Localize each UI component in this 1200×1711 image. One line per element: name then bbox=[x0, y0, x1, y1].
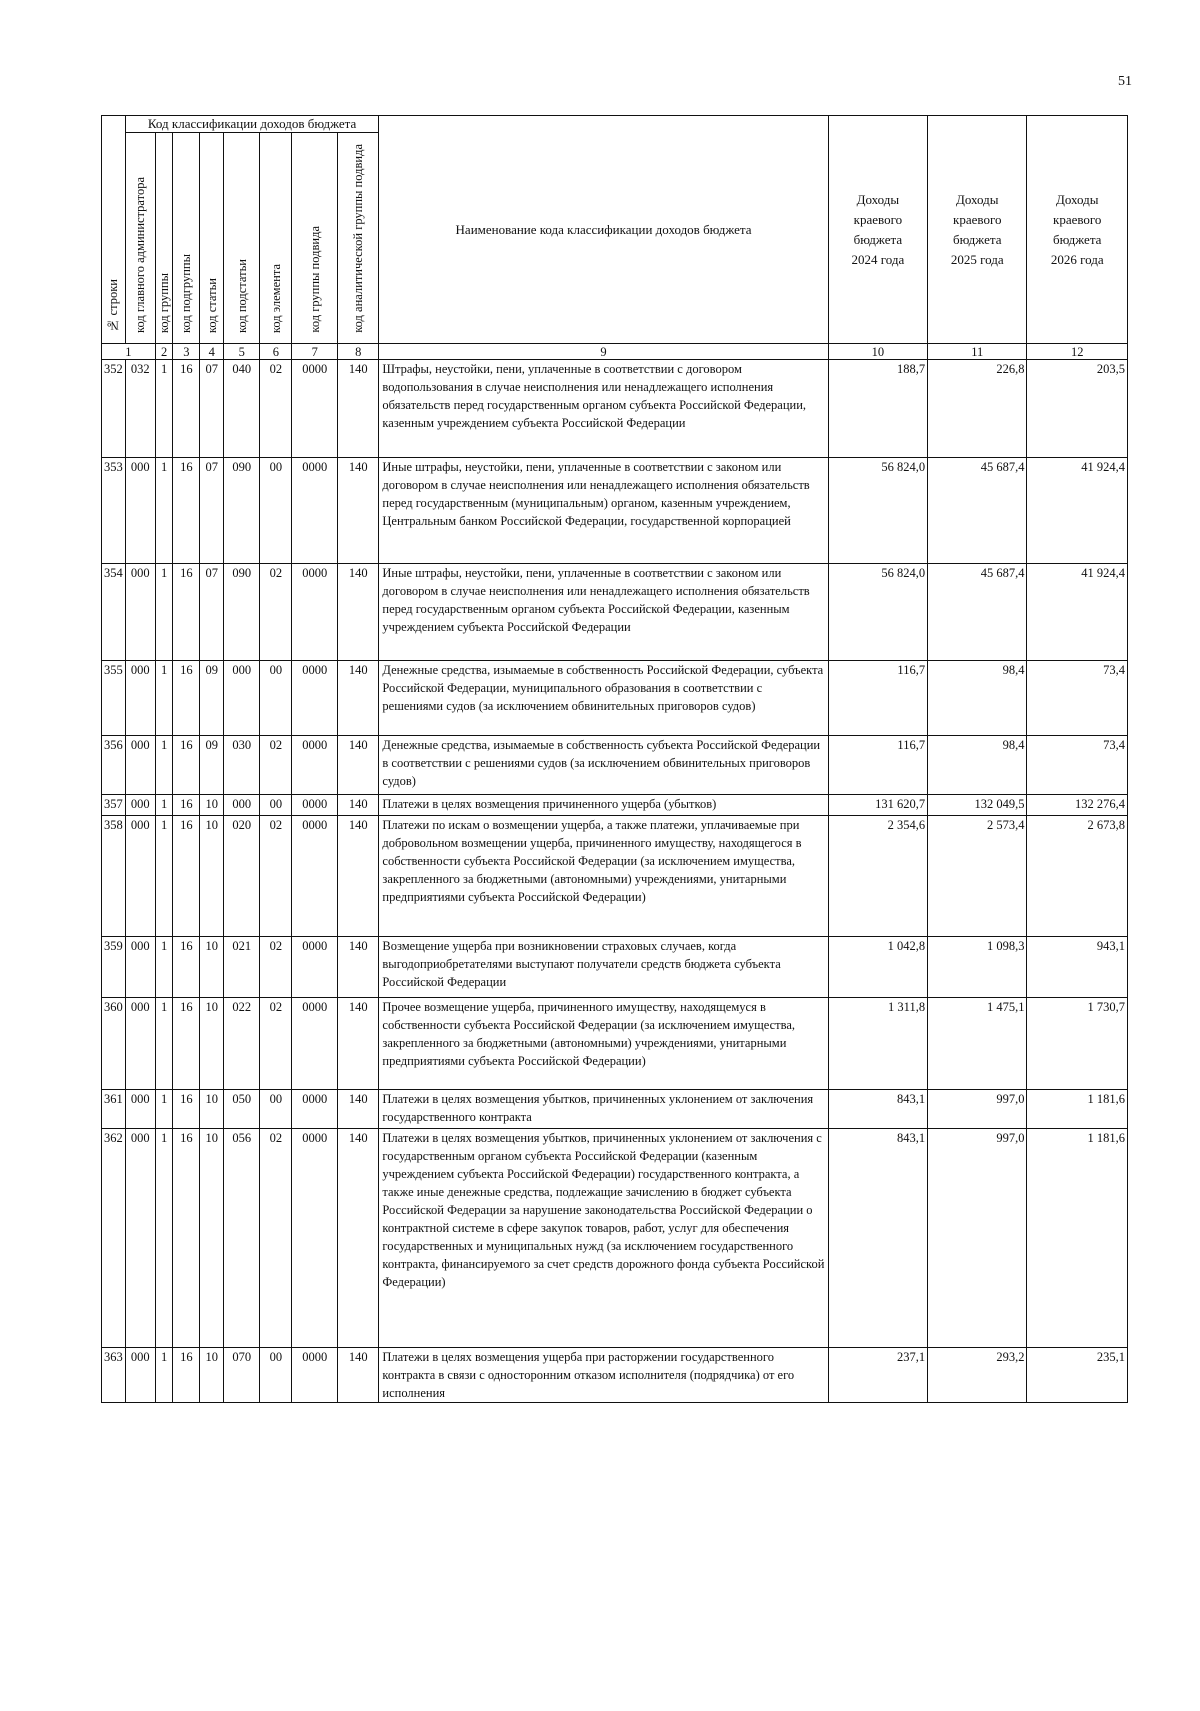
admin-code: 000 bbox=[125, 564, 155, 661]
article-code: 10 bbox=[200, 1348, 224, 1403]
header-subarticle-code: код подстатьи bbox=[224, 133, 260, 344]
income-2024: 843,1 bbox=[828, 1090, 927, 1129]
income-2025: 997,0 bbox=[928, 1129, 1027, 1348]
admin-code: 000 bbox=[125, 1090, 155, 1129]
admin-code: 000 bbox=[125, 736, 155, 795]
article-code: 07 bbox=[200, 360, 224, 458]
subtype-group-code: 0000 bbox=[292, 360, 338, 458]
column-number: 10 bbox=[828, 344, 927, 360]
analytic-group-code: 140 bbox=[337, 1129, 378, 1348]
subarticle-code: 000 bbox=[224, 795, 260, 816]
group-code: 1 bbox=[155, 1129, 173, 1348]
subgroup-code: 16 bbox=[173, 564, 200, 661]
column-number: 5 bbox=[224, 344, 260, 360]
income-2024: 56 824,0 bbox=[828, 458, 927, 564]
income-name: Платежи по искам о возмещении ущерба, а также платежи, уплачиваемые при добровольном возмещении ущерба, причиненного имуществу, находящегося в собственности субъекта Российской Федерации (за исключением имущества, закрепленного за бюджетными (автономными) учреждениями, унитарными предприятиями субъекта Российской Федерации) bbox=[379, 816, 828, 937]
row-number: 358 bbox=[102, 816, 126, 937]
income-2025: 997,0 bbox=[928, 1090, 1027, 1129]
subarticle-code: 040 bbox=[224, 360, 260, 458]
group-code: 1 bbox=[155, 795, 173, 816]
element-code: 00 bbox=[260, 1348, 292, 1403]
table-row bbox=[102, 795, 1128, 816]
element-code: 02 bbox=[260, 998, 292, 1090]
income-name: Иные штрафы, неустойки, пени, уплаченные в соответствии с законом или договором в случае неисполнения или ненадлежащего исполнения обязательств перед государственным органом субъекта Российской Федерации, казенным учреждением субъекта Российской Федерации bbox=[379, 564, 828, 661]
row-number: 361 bbox=[102, 1090, 126, 1129]
subtype-group-code: 0000 bbox=[292, 1348, 338, 1403]
row-number: 355 bbox=[102, 661, 126, 736]
income-name: Возмещение ущерба при возникновении страховых случаев, когда выгодоприобретателями выступают получатели средств бюджета субъекта Российской Федерации bbox=[379, 937, 828, 998]
income-2024: 116,7 bbox=[828, 661, 927, 736]
column-number: 8 bbox=[337, 344, 378, 360]
element-code: 02 bbox=[260, 564, 292, 661]
income-2024: 188,7 bbox=[828, 360, 927, 458]
element-code: 00 bbox=[260, 661, 292, 736]
table-row bbox=[102, 360, 1128, 458]
income-name: Прочее возмещение ущерба, причиненного имуществу, находящемуся в собственности субъекта Российской Федерации (за исключением имущества, закрепленного за бюджетными (автономными) учреждениями, унитарными предприятиями субъекта Российской Федерации) bbox=[379, 998, 828, 1090]
element-code: 00 bbox=[260, 795, 292, 816]
article-code: 10 bbox=[200, 998, 224, 1090]
header-analytic-group-code: код аналитической группы подвида bbox=[337, 133, 378, 344]
table-row bbox=[102, 998, 1128, 1090]
income-2025: 98,4 bbox=[928, 736, 1027, 795]
income-2026: 41 924,4 bbox=[1027, 458, 1128, 564]
income-name: Платежи в целях возмещения убытков, причиненных уклонением от заключения с государственным органом субъекта Российской Федерации (казенным учреждением субъекта Российской Федерации) государственного контракта, а также иные денежные средства, подлежащие зачислению в бюджет субъекта Российской Федерации за нарушение законодательства Российской Федерации о контрактной системе в сфере закупок товаров, работ, услуг для обеспечения государственных и муниципальных нужд (за исключением государственного контракта, финансируемого за счет средств дорожного фонда субъекта Российской Федерации) bbox=[379, 1129, 828, 1348]
table-row bbox=[102, 458, 1128, 564]
table-row bbox=[102, 564, 1128, 661]
row-number: 353 bbox=[102, 458, 126, 564]
column-number: 2 bbox=[155, 344, 173, 360]
group-code: 1 bbox=[155, 736, 173, 795]
subgroup-code: 16 bbox=[173, 1090, 200, 1129]
header-row-no: № строки bbox=[102, 116, 126, 344]
subtype-group-code: 0000 bbox=[292, 736, 338, 795]
income-2024: 2 354,6 bbox=[828, 816, 927, 937]
income-2025: 293,2 bbox=[928, 1348, 1027, 1403]
subtype-group-code: 0000 bbox=[292, 1129, 338, 1348]
article-code: 10 bbox=[200, 937, 224, 998]
subarticle-code: 070 bbox=[224, 1348, 260, 1403]
column-number: 12 bbox=[1027, 344, 1128, 360]
row-number: 354 bbox=[102, 564, 126, 661]
subarticle-code: 000 bbox=[224, 661, 260, 736]
element-code: 02 bbox=[260, 937, 292, 998]
income-2026: 2 673,8 bbox=[1027, 816, 1128, 937]
subarticle-code: 090 bbox=[224, 458, 260, 564]
subgroup-code: 16 bbox=[173, 458, 200, 564]
table-row bbox=[102, 1348, 1128, 1403]
analytic-group-code: 140 bbox=[337, 1348, 378, 1403]
subarticle-code: 050 bbox=[224, 1090, 260, 1129]
header-group-code: код группы bbox=[155, 133, 173, 344]
analytic-group-code: 140 bbox=[337, 360, 378, 458]
analytic-group-code: 140 bbox=[337, 736, 378, 795]
analytic-group-code: 140 bbox=[337, 998, 378, 1090]
subtype-group-code: 0000 bbox=[292, 564, 338, 661]
income-2025: 45 687,4 bbox=[928, 458, 1027, 564]
income-2026: 235,1 bbox=[1027, 1348, 1128, 1403]
income-name: Иные штрафы, неустойки, пени, уплаченные в соответствии с законом или договором в случае неисполнения или ненадлежащего исполнения обязательств перед государственным (муниципальным) органом, казенным учреждением, Центральным банком Российской Федерации, государственной корпорацией bbox=[379, 458, 828, 564]
row-number: 362 bbox=[102, 1129, 126, 1348]
income-2025: 226,8 bbox=[928, 360, 1027, 458]
row-number: 359 bbox=[102, 937, 126, 998]
admin-code: 000 bbox=[125, 1129, 155, 1348]
column-number: 3 bbox=[173, 344, 200, 360]
row-number: 352 bbox=[102, 360, 126, 458]
analytic-group-code: 140 bbox=[337, 661, 378, 736]
income-2024: 1 311,8 bbox=[828, 998, 927, 1090]
subgroup-code: 16 bbox=[173, 661, 200, 736]
subgroup-code: 16 bbox=[173, 1348, 200, 1403]
column-number: 9 bbox=[379, 344, 828, 360]
income-name: Платежи в целях возмещения причиненного ущерба (убытков) bbox=[379, 795, 828, 816]
column-number: 7 bbox=[292, 344, 338, 360]
subarticle-code: 021 bbox=[224, 937, 260, 998]
subgroup-code: 16 bbox=[173, 360, 200, 458]
column-number: 1 bbox=[102, 344, 156, 360]
analytic-group-code: 140 bbox=[337, 937, 378, 998]
column-number: 11 bbox=[928, 344, 1027, 360]
subtype-group-code: 0000 bbox=[292, 816, 338, 937]
table-row bbox=[102, 1129, 1128, 1348]
income-name: Штрафы, неустойки, пени, уплаченные в соответствии с договором водопользования в случае неисполнения или ненадлежащего исполнения обязательств перед государственным органом субъекта Российской Федерации, казенным учреждением субъекта Российской Федерации bbox=[379, 360, 828, 458]
admin-code: 000 bbox=[125, 937, 155, 998]
subarticle-code: 030 bbox=[224, 736, 260, 795]
column-number: 4 bbox=[200, 344, 224, 360]
header-income-2025: Доходы краевого бюджета 2025 года bbox=[928, 116, 1027, 344]
income-2024: 1 042,8 bbox=[828, 937, 927, 998]
admin-code: 000 bbox=[125, 661, 155, 736]
income-name: Платежи в целях возмещения ущерба при расторжении государственного контракта в связи с односторонним отказом исполнителя (подрядчика) от его исполнения bbox=[379, 1348, 828, 1403]
income-name: Денежные средства, изымаемые в собственность Российской Федерации, субъекта Российской Федерации, муниципального образования в соответствии с решениями судов (за исключением обвинительных приговоров судов) bbox=[379, 661, 828, 736]
admin-code: 000 bbox=[125, 795, 155, 816]
element-code: 02 bbox=[260, 736, 292, 795]
article-code: 09 bbox=[200, 736, 224, 795]
element-code: 00 bbox=[260, 1090, 292, 1129]
header-element-code: код элемента bbox=[260, 133, 292, 344]
income-2025: 98,4 bbox=[928, 661, 1027, 736]
header-group-row bbox=[102, 116, 1128, 133]
row-number: 356 bbox=[102, 736, 126, 795]
article-code: 10 bbox=[200, 816, 224, 937]
income-2025: 1 098,3 bbox=[928, 937, 1027, 998]
table-row bbox=[102, 1090, 1128, 1129]
subarticle-code: 022 bbox=[224, 998, 260, 1090]
income-name: Денежные средства, изымаемые в собственность субъекта Российской Федерации в соответствии с решениями судов (за исключением обвинительных приговоров судов) bbox=[379, 736, 828, 795]
analytic-group-code: 140 bbox=[337, 564, 378, 661]
income-name: Платежи в целях возмещения убытков, причиненных уклонением от заключения государственного контракта bbox=[379, 1090, 828, 1129]
header-classification-group: Код классификации доходов бюджета bbox=[125, 116, 379, 133]
income-2026: 132 276,4 bbox=[1027, 795, 1128, 816]
header-income-2026: Доходы краевого бюджета 2026 года bbox=[1027, 116, 1128, 344]
table-row bbox=[102, 661, 1128, 736]
group-code: 1 bbox=[155, 564, 173, 661]
analytic-group-code: 140 bbox=[337, 795, 378, 816]
header-income-2024: Доходы краевого бюджета 2024 года bbox=[828, 116, 927, 344]
subtype-group-code: 0000 bbox=[292, 1090, 338, 1129]
income-2024: 843,1 bbox=[828, 1129, 927, 1348]
analytic-group-code: 140 bbox=[337, 1090, 378, 1129]
subarticle-code: 090 bbox=[224, 564, 260, 661]
subgroup-code: 16 bbox=[173, 736, 200, 795]
article-code: 09 bbox=[200, 661, 224, 736]
income-2024: 131 620,7 bbox=[828, 795, 927, 816]
admin-code: 000 bbox=[125, 998, 155, 1090]
subtype-group-code: 0000 bbox=[292, 937, 338, 998]
income-2026: 943,1 bbox=[1027, 937, 1128, 998]
subarticle-code: 020 bbox=[224, 816, 260, 937]
group-code: 1 bbox=[155, 937, 173, 998]
row-number: 363 bbox=[102, 1348, 126, 1403]
page-number: 51 bbox=[1118, 74, 1132, 89]
column-number: 6 bbox=[260, 344, 292, 360]
group-code: 1 bbox=[155, 360, 173, 458]
group-code: 1 bbox=[155, 998, 173, 1090]
group-code: 1 bbox=[155, 1348, 173, 1403]
income-2026: 73,4 bbox=[1027, 736, 1128, 795]
admin-code: 032 bbox=[125, 360, 155, 458]
subtype-group-code: 0000 bbox=[292, 661, 338, 736]
article-code: 07 bbox=[200, 458, 224, 564]
income-2024: 56 824,0 bbox=[828, 564, 927, 661]
income-2025: 45 687,4 bbox=[928, 564, 1027, 661]
element-code: 00 bbox=[260, 458, 292, 564]
admin-code: 000 bbox=[125, 458, 155, 564]
admin-code: 000 bbox=[125, 816, 155, 937]
table-row bbox=[102, 736, 1128, 795]
group-code: 1 bbox=[155, 1090, 173, 1129]
group-code: 1 bbox=[155, 816, 173, 937]
element-code: 02 bbox=[260, 816, 292, 937]
row-number: 357 bbox=[102, 795, 126, 816]
subgroup-code: 16 bbox=[173, 816, 200, 937]
income-2024: 237,1 bbox=[828, 1348, 927, 1403]
income-2025: 132 049,5 bbox=[928, 795, 1027, 816]
income-2026: 1 730,7 bbox=[1027, 998, 1128, 1090]
income-classification-table bbox=[101, 115, 1128, 1403]
header-admin-code: код главного администратора bbox=[125, 133, 155, 344]
element-code: 02 bbox=[260, 1129, 292, 1348]
header-name: Наименование кода классификации доходов бюджета bbox=[379, 116, 828, 344]
article-code: 10 bbox=[200, 1129, 224, 1348]
article-code: 07 bbox=[200, 564, 224, 661]
income-2026: 73,4 bbox=[1027, 661, 1128, 736]
article-code: 10 bbox=[200, 1090, 224, 1129]
subarticle-code: 056 bbox=[224, 1129, 260, 1348]
subgroup-code: 16 bbox=[173, 998, 200, 1090]
article-code: 10 bbox=[200, 795, 224, 816]
table-row bbox=[102, 937, 1128, 998]
subgroup-code: 16 bbox=[173, 937, 200, 998]
analytic-group-code: 140 bbox=[337, 458, 378, 564]
group-code: 1 bbox=[155, 458, 173, 564]
subtype-group-code: 0000 bbox=[292, 998, 338, 1090]
header-subgroup-code: код подгруппы bbox=[173, 133, 200, 344]
column-numbers-row bbox=[102, 344, 1128, 360]
income-2026: 41 924,4 bbox=[1027, 564, 1128, 661]
income-2025: 1 475,1 bbox=[928, 998, 1027, 1090]
subtype-group-code: 0000 bbox=[292, 795, 338, 816]
group-code: 1 bbox=[155, 661, 173, 736]
subgroup-code: 16 bbox=[173, 1129, 200, 1348]
income-2026: 1 181,6 bbox=[1027, 1129, 1128, 1348]
header-subtype-group-code: код группы подвида bbox=[292, 133, 338, 344]
subtype-group-code: 0000 bbox=[292, 458, 338, 564]
row-number: 360 bbox=[102, 998, 126, 1090]
income-2026: 1 181,6 bbox=[1027, 1090, 1128, 1129]
element-code: 02 bbox=[260, 360, 292, 458]
header-article-code: код статьи bbox=[200, 133, 224, 344]
admin-code: 000 bbox=[125, 1348, 155, 1403]
income-2024: 116,7 bbox=[828, 736, 927, 795]
analytic-group-code: 140 bbox=[337, 816, 378, 937]
table-row bbox=[102, 816, 1128, 937]
income-2026: 203,5 bbox=[1027, 360, 1128, 458]
subgroup-code: 16 bbox=[173, 795, 200, 816]
income-2025: 2 573,4 bbox=[928, 816, 1027, 937]
